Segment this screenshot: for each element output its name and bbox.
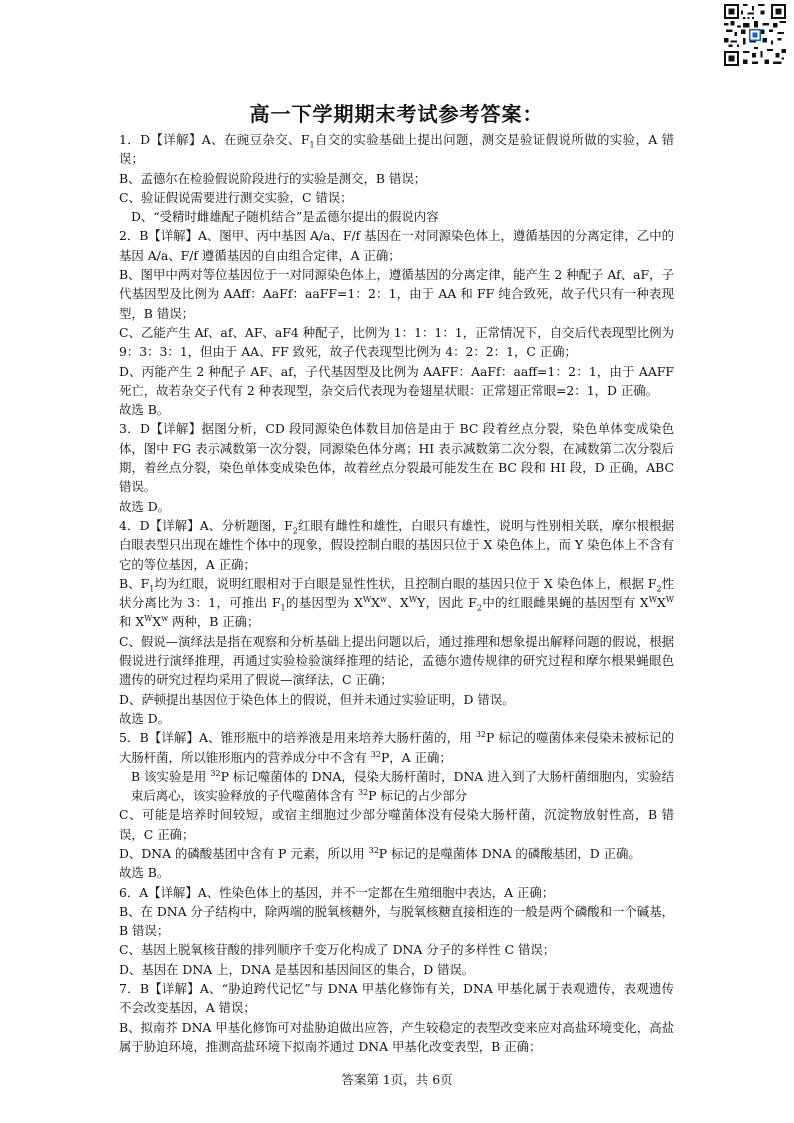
answer-line: 5．B【详解】A、锥形瓶中的培养液是用来培养大肠杆菌的，用 $^{32}$P 标记的噬菌体来侵染未被标记的大肠杆菌，所以锥形瓶内的营养成分中不含有 $^{32}$P，A 正确； bbox=[119, 730, 674, 765]
answer-line: C、基因上脱氧核苷酸的排列顺序千变万化构成了 DNA 分子的多样性 C 错误； bbox=[119, 942, 556, 958]
answer-line: D、DNA 的磷酸基团中含有 P 元素，所以用 $^{32}$P 标记的是噬菌体 DNA 的磷酸基团，D 正确。 bbox=[119, 845, 641, 861]
answer-line: C、假说—演绎法是指在观察和分析基础上提出问题以后，通过推理和想象提出解释问题的假说，根据假说进行演绎推理，再通过实验检验演绎推理的结论，孟德尔遗传规律的研究过程和摩尔根果蝇眼色遗传的研究过程均采用了假说—演绎法，C 正确； bbox=[119, 633, 674, 688]
page-footer: 答案第 1页，共 6页 bbox=[341, 1072, 453, 1087]
answer-line: 故选 B。 bbox=[119, 402, 170, 418]
answer-line: B、拟南芥 DNA 甲基化修饰可对盐胁迫做出应答，产生较稳定的表型改变来应对高盐环境变化，高盐属于胁迫环境，推测高盐环境下拟南芥通过 DNA 甲基化改变表型，B 正确； bbox=[119, 1019, 674, 1054]
answer-line: B 该实验是用 $^{32}$P 标记噬菌体的 DNA，侵染大肠杆菌时，DNA 进入到了大肠杆菌细胞内，实验结束后离心，该实验释放的子代噬菌体含有 $^{32}$P 标记的占少部分 bbox=[131, 768, 674, 804]
answer-line: C、验证假说需要进行测交实验，C 错误； bbox=[119, 189, 353, 205]
answer-line: 2．B【详解】A、图甲、丙中基因 A/a、F/f 基因在一对同源染色体上，遵循基因的分离定律，乙中的基因 A/a、F/f 遵循基因的自由组合定律，A 正确； bbox=[119, 228, 674, 263]
answer-line: B、在 DNA 分子结构中，除两端的脱氧核糖外，与脱氧核糖直接相连的一般是两个磷酸和一个碱基，B 错误； bbox=[119, 903, 674, 939]
answer-line: 故选 D。 bbox=[119, 498, 171, 514]
answer-line: 1．D【详解】A、在豌豆杂交、$F_1$自交的实验基础上提出问题，测交是验证假说所做的实验，A 错误； bbox=[119, 132, 674, 167]
qr-code-image bbox=[724, 4, 786, 66]
answer-line: B、孟德尔在检验假说阶段进行的实验是测交，B 错误； bbox=[119, 170, 427, 186]
answer-line: C、可能是培养时间较短，或宿主细胞过少部分噬菌体没有侵染大肠杆菌，沉淀物放射性高，B 错误，C 正确； bbox=[119, 807, 674, 842]
answer-line: D、丙能产生 2 种配子 AF、af，子代基因型及比例为 AAFF：AaFf：aaff=1：2：1，由于 AAFF 死亡，故若杂交子代有 2 种表现型，杂交后代表现为卷翅星状眼：正常翅正常眼=2：1，D 正确。 bbox=[119, 363, 674, 398]
answer-line: 7．B【详解】A、“胁迫跨代记忆”与 DNA 甲基化修饰有关，DNA 甲基化属于表观遗传，表观遗传不会改变基因，A 错误； bbox=[119, 981, 674, 1016]
answer-line: 故选 D。 bbox=[119, 710, 171, 726]
answer-line: 故选 B。 bbox=[119, 865, 170, 881]
answer-line: D、“受精时雌雄配子随机结合”是孟德尔提出的假说内容 bbox=[131, 209, 439, 225]
answer-line: 4．D【详解】A、分析题图，$F_2$红眼有雌性和雄性，白眼只有雄性，说明与性别相关联，摩尔根根据白眼表型只出现在雄性个体中的现象，假设控制白眼的基因只位于 X 染色体上，而 Y 染色体上不含有它的等位基因，A 正确； bbox=[119, 517, 674, 572]
answer-line: 6．A【详解】A、性染色体上的基因，并不一定都在生殖细胞中表达，A 正确； bbox=[119, 884, 555, 900]
answer-line: D、萨顿提出基因位于染色体上的假说，但并未通过实验证明，D 错误。 bbox=[119, 691, 515, 707]
answer-line: B、图甲中两对等位基因位于一对同源染色体上，遵循基因的分离定律，能产生 2 种配子 Af、aF，子代基因型及比例为 AAff：AaFf：aaFF=1：2：1，由于 AA 和 FF 纯合致死，故子代只有一种表现型，B 错误； bbox=[119, 267, 674, 321]
answer-line: D、基因在 DNA 上，DNA 是基因和基因间区的集合，D 错误。 bbox=[119, 961, 475, 977]
page-title: 高一下学期期末考试参考答案： bbox=[249, 102, 544, 126]
answer-content bbox=[119, 130, 674, 1056]
answer-line: B、$F_1$均为红眼，说明红眼相对于白眼是显性性状，且控制白眼的基因只位于 X 染色体上，根据 $F_2$性状分离比为 3：1，可推出 $F_1$的基因型为 $X^WX^w$、$X^WY$，因此 $F_2$中的红眼雌果蝇的基因型有 $X^WX^W$ 和 $X^WX^w$ 两种，B 正确； bbox=[119, 575, 675, 630]
answer-page bbox=[119, 98, 674, 1056]
answer-line: 3．D【详解】据图分析，CD 段同源染色体数目加倍是由于 BC 段着丝点分裂，染色单体变成染色体，图中 FG 表示减数第一次分裂，同源染色体分离；HI 表示减数第二次分裂，在减数第二次分裂后期，着丝点分裂，染色单体变成染色体，故着丝点分裂最可能发生在 BC 段和 HI 段，D 正确，ABC 错误。 bbox=[119, 421, 674, 495]
answer-line: C、乙能产生 Af、af、AF、aF4 种配子，比例为 1：1：1：1，正常情况下，自交后代表现型比例为 9：3：3：1，但由于 AA、FF 致死，故子代表现型比例为 4：2：2：1，C 正确； bbox=[119, 324, 674, 360]
